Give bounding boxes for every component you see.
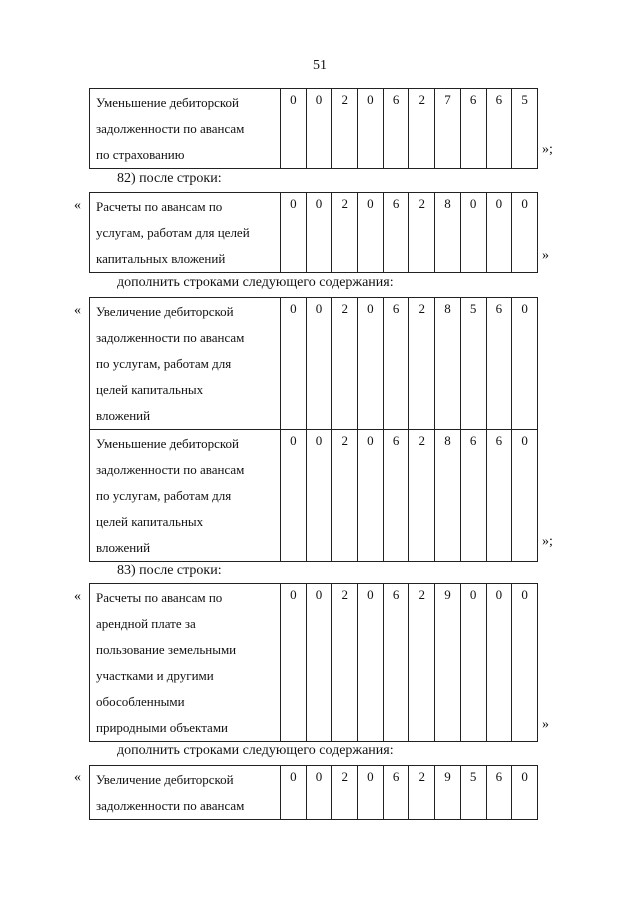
code-digit: 6 <box>383 766 409 820</box>
close-quote-2: » <box>542 248 549 263</box>
code-digit: 5 <box>460 766 486 820</box>
label-line: по страхованию <box>96 147 185 162</box>
code-digit: 6 <box>486 430 512 562</box>
code-digit: 2 <box>409 298 435 430</box>
label-line: обособленными <box>96 694 185 709</box>
code-digit: 2 <box>332 298 358 430</box>
code-digit: 0 <box>281 766 307 820</box>
row-label <box>90 430 281 562</box>
code-digit: 9 <box>435 766 461 820</box>
code-digit: 2 <box>332 430 358 562</box>
close-quote-4: » <box>542 717 549 732</box>
table-4 <box>89 583 538 742</box>
code-digit: 6 <box>383 298 409 430</box>
code-digit: 0 <box>306 298 332 430</box>
code-digit: 8 <box>435 193 461 273</box>
code-digit: 0 <box>460 193 486 273</box>
label-line: целей капитальных <box>96 514 204 529</box>
close-quote-3: »; <box>542 534 553 549</box>
code-digit: 0 <box>306 89 332 169</box>
code-digit: 0 <box>281 298 307 430</box>
table-5 <box>89 765 538 820</box>
code-digit: 2 <box>332 584 358 742</box>
open-quote-3: « <box>74 303 81 318</box>
label-line: капитальных вложений <box>96 251 226 266</box>
code-digit: 0 <box>281 89 307 169</box>
table-2 <box>89 192 538 273</box>
code-digit: 0 <box>281 193 307 273</box>
code-digit: 0 <box>358 193 384 273</box>
code-digit: 6 <box>486 766 512 820</box>
code-digit: 2 <box>332 193 358 273</box>
label-line: услугам, работам для целей <box>96 225 250 240</box>
code-digit: 5 <box>512 89 538 169</box>
table-row <box>90 430 538 562</box>
code-digit: 6 <box>383 584 409 742</box>
code-digit: 6 <box>460 430 486 562</box>
paragraph-add-2: дополнить строками следующего содержания: <box>117 743 394 758</box>
paragraph-add-1: дополнить строками следующего содержания: <box>117 275 394 290</box>
code-digit: 0 <box>306 430 332 562</box>
label-line: Увеличение дебиторской <box>96 304 234 319</box>
code-digit: 8 <box>435 298 461 430</box>
code-digit: 2 <box>409 766 435 820</box>
page-number: 51 <box>313 58 327 73</box>
row-label <box>90 584 281 742</box>
code-digit: 7 <box>435 89 461 169</box>
code-digit: 0 <box>512 298 538 430</box>
code-digit: 0 <box>281 430 307 562</box>
code-digit: 0 <box>512 430 538 562</box>
label-line: пользование земельными <box>96 642 237 657</box>
paragraph-82: 82) после строки: <box>117 171 222 186</box>
code-digit: 0 <box>306 193 332 273</box>
code-digit: 0 <box>460 584 486 742</box>
code-digit: 8 <box>435 430 461 562</box>
label-line: Расчеты по авансам по <box>96 590 223 605</box>
table-row <box>90 766 538 820</box>
row-label <box>90 766 281 820</box>
code-digit: 0 <box>358 766 384 820</box>
label-line: по услугам, работам для <box>96 356 232 371</box>
code-digit: 0 <box>512 584 538 742</box>
open-quote-4: « <box>74 589 81 604</box>
label-line: целей капитальных <box>96 382 204 397</box>
table-row <box>90 584 538 742</box>
code-digit: 0 <box>306 766 332 820</box>
code-digit: 6 <box>383 193 409 273</box>
code-digit: 0 <box>358 89 384 169</box>
code-digit: 5 <box>460 298 486 430</box>
code-digit: 0 <box>358 298 384 430</box>
table-row <box>90 89 538 169</box>
code-digit: 0 <box>512 193 538 273</box>
code-digit: 0 <box>358 584 384 742</box>
row-label <box>90 89 281 169</box>
code-digit: 6 <box>460 89 486 169</box>
code-digit: 2 <box>409 193 435 273</box>
code-digit: 0 <box>512 766 538 820</box>
code-digit: 0 <box>281 584 307 742</box>
code-digit: 6 <box>383 430 409 562</box>
label-line: задолженности по авансам <box>96 330 245 345</box>
open-quote-2: « <box>74 198 81 213</box>
code-digit: 2 <box>332 89 358 169</box>
label-line: задолженности по авансам <box>96 462 245 477</box>
code-digit: 2 <box>332 766 358 820</box>
code-digit: 6 <box>486 298 512 430</box>
code-digit: 2 <box>409 430 435 562</box>
label-line: Уменьшение дебиторской <box>96 436 240 451</box>
label-line: вложений <box>96 540 151 555</box>
code-digit: 2 <box>409 584 435 742</box>
label-line: арендной плате за <box>96 616 196 631</box>
label-line: участками и другими <box>96 668 214 683</box>
code-digit: 0 <box>358 430 384 562</box>
row-label <box>90 298 281 430</box>
code-digit: 6 <box>486 89 512 169</box>
code-digit: 0 <box>306 584 332 742</box>
code-digit: 0 <box>486 193 512 273</box>
table-row <box>90 193 538 273</box>
label-line: по услугам, работам для <box>96 488 232 503</box>
table-3 <box>89 297 538 562</box>
code-digit: 0 <box>486 584 512 742</box>
label-line: Расчеты по авансам по <box>96 199 223 214</box>
table-row <box>90 298 538 430</box>
label-line: задолженности по авансам <box>96 121 245 136</box>
label-line: вложений <box>96 408 151 423</box>
code-digit: 9 <box>435 584 461 742</box>
code-digit: 6 <box>383 89 409 169</box>
label-line: Уменьшение дебиторской <box>96 95 240 110</box>
close-quote-1: »; <box>542 142 553 157</box>
label-line: природными объектами <box>96 720 228 735</box>
table-1 <box>89 88 538 169</box>
label-line: задолженности по авансам <box>96 798 245 813</box>
open-quote-5: « <box>74 770 81 785</box>
label-line: Увеличение дебиторской <box>96 772 234 787</box>
paragraph-83: 83) после строки: <box>117 563 222 578</box>
code-digit: 2 <box>409 89 435 169</box>
row-label <box>90 193 281 273</box>
